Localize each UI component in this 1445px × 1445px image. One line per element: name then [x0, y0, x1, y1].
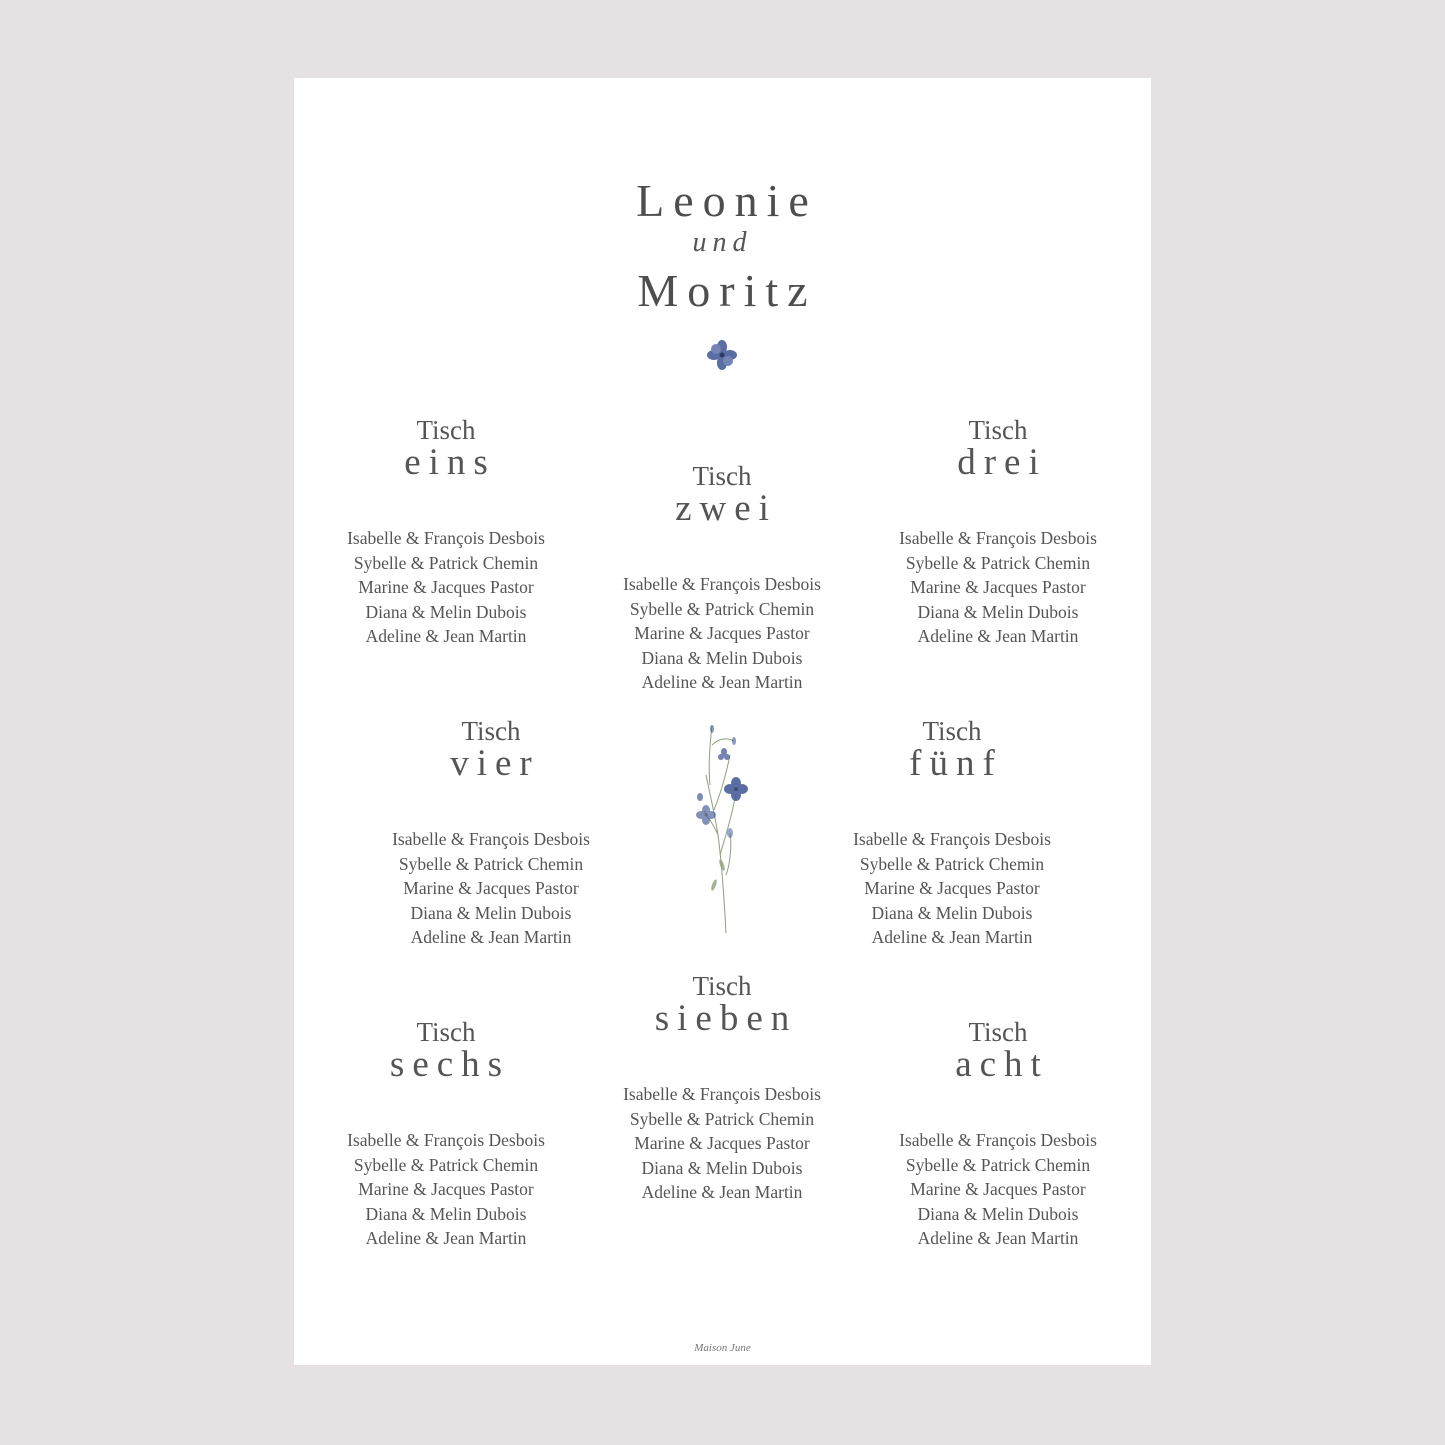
- guest-entry: Isabelle & François Desbois: [623, 574, 821, 594]
- guest-entry: Marine & Jacques Pastor: [403, 878, 579, 898]
- table-number: drei: [957, 442, 1047, 483]
- guest-entry: Adeline & Jean Martin: [917, 626, 1079, 646]
- guest-entry: Adeline & Jean Martin: [917, 1228, 1079, 1248]
- guest-entry: Diana & Melin Dubois: [365, 1203, 527, 1224]
- guest-list: [361, 827, 621, 950]
- guest-entry: Sybelle & Patrick Chemin: [905, 1154, 1091, 1175]
- flower-stem-illustration: [684, 715, 764, 937]
- table-label: Tisch: [692, 461, 752, 491]
- guest-entry: Isabelle & François Desbois: [853, 829, 1051, 849]
- partner-name-1: Leonie: [636, 175, 818, 226]
- guest-entry: Sybelle & Patrick Chemin: [629, 1108, 815, 1129]
- guest-entry: Diana & Melin Dubois: [641, 647, 803, 668]
- guest-entry: Diana & Melin Dubois: [365, 601, 527, 622]
- guest-list: [316, 526, 576, 649]
- table-sechs: [316, 1018, 576, 1251]
- table-number: zwei: [675, 488, 777, 529]
- guest-list: [868, 526, 1128, 649]
- guest-entry: Diana & Melin Dubois: [641, 1157, 803, 1178]
- footer-brand: Maison June: [694, 1342, 751, 1354]
- table-vier: [361, 717, 621, 950]
- guest-entry: Marine & Jacques Pastor: [910, 577, 1086, 597]
- table-drei: [868, 416, 1128, 649]
- guest-entry: Marine & Jacques Pastor: [634, 1133, 810, 1153]
- guest-entry: Sybelle & Patrick Chemin: [629, 598, 815, 619]
- table-number: acht: [955, 1044, 1049, 1085]
- table-label: Tisch: [968, 1017, 1028, 1047]
- guest-entry: Sybelle & Patrick Chemin: [353, 552, 539, 573]
- guest-entry: Marine & Jacques Pastor: [358, 1179, 534, 1199]
- guest-entry: Adeline & Jean Martin: [365, 1228, 527, 1248]
- table-number: sieben: [654, 998, 798, 1039]
- guest-list: [822, 827, 1082, 950]
- guest-entry: Marine & Jacques Pastor: [864, 878, 1040, 898]
- table-acht: [868, 1018, 1128, 1251]
- guest-entry: Diana & Melin Dubois: [917, 601, 1079, 622]
- table-number: fünf: [909, 743, 1003, 784]
- guest-entry: Diana & Melin Dubois: [871, 902, 1033, 923]
- table-label: Tisch: [416, 1017, 476, 1047]
- table-label: Tisch: [692, 971, 752, 1001]
- table-label: Tisch: [461, 716, 521, 746]
- guest-entry: Diana & Melin Dubois: [917, 1203, 1079, 1224]
- guest-entry: Isabelle & François Desbois: [392, 829, 590, 849]
- table-label: Tisch: [416, 415, 476, 445]
- guest-list: [592, 1082, 852, 1205]
- partner-name-2: Moritz: [637, 265, 817, 316]
- guest-entry: Isabelle & François Desbois: [623, 1084, 821, 1104]
- guest-entry: Sybelle & Patrick Chemin: [398, 853, 584, 874]
- guest-entry: Adeline & Jean Martin: [365, 626, 527, 646]
- guest-entry: Isabelle & François Desbois: [899, 528, 1097, 548]
- guest-entry: Isabelle & François Desbois: [347, 1130, 545, 1150]
- guest-entry: Sybelle & Patrick Chemin: [905, 552, 1091, 573]
- table-label: Tisch: [922, 716, 982, 746]
- blue-flower-icon: [707, 340, 737, 370]
- guest-list: [868, 1128, 1128, 1251]
- guest-entry: Adeline & Jean Martin: [871, 927, 1033, 947]
- table-number: sechs: [389, 1044, 511, 1085]
- guest-entry: Isabelle & François Desbois: [347, 528, 545, 548]
- connector-word: und: [692, 227, 753, 258]
- guest-entry: Sybelle & Patrick Chemin: [353, 1154, 539, 1175]
- guest-list: [316, 1128, 576, 1251]
- guest-entry: Marine & Jacques Pastor: [634, 623, 810, 643]
- guest-list: [592, 572, 852, 695]
- guest-entry: Diana & Melin Dubois: [410, 902, 572, 923]
- table-label: Tisch: [968, 415, 1028, 445]
- table-number: eins: [404, 442, 496, 483]
- guest-entry: Marine & Jacques Pastor: [910, 1179, 1086, 1199]
- table-fuenf: [822, 717, 1082, 950]
- table-zwei: [592, 462, 852, 695]
- guest-entry: Marine & Jacques Pastor: [358, 577, 534, 597]
- guest-entry: Isabelle & François Desbois: [899, 1130, 1097, 1150]
- guest-entry: Adeline & Jean Martin: [641, 672, 803, 692]
- table-eins: [316, 416, 576, 649]
- guest-entry: Adeline & Jean Martin: [410, 927, 572, 947]
- table-sieben: [592, 972, 852, 1205]
- table-number: vier: [450, 743, 540, 784]
- guest-entry: Sybelle & Patrick Chemin: [859, 853, 1045, 874]
- guest-entry: Adeline & Jean Martin: [641, 1182, 803, 1202]
